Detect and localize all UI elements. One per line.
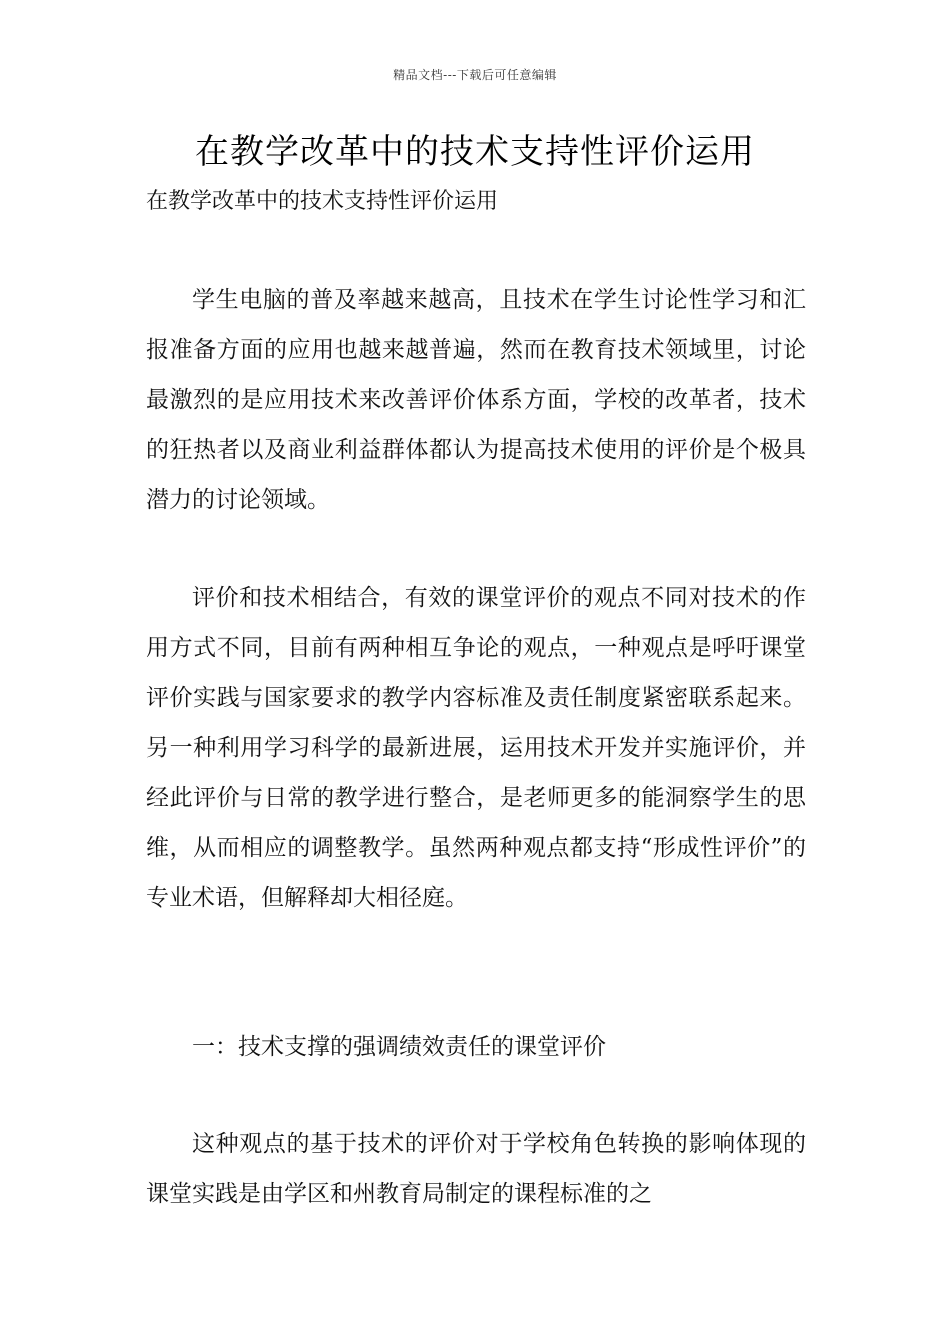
section-heading: 一：技术支撑的强调绩效责任的课堂评价 [192, 1034, 606, 1060]
body-paragraph-1: 学生电脑的普及率越来越高，且技术在学生讨论性学习和汇报准备方面的应用也越来越普遍，然而在教育技术领域里，讨论最激烈的是应用技术来改善评价体系方面，学校的改革者，技术的狂热者以及商业利益群体都认为提高技术使用的评价是个极具潜力的讨论领域。 [146, 287, 806, 513]
header-note: 精品文档---下载后可任意编辑 [393, 68, 557, 82]
body-paragraph-3: 这种观点的基于技术的评价对于学校角色转换的影响体现的课堂实践是由学区和州教育局制定的课程标准的之 [146, 1131, 806, 1207]
document-subtitle: 在教学改革中的技术支持性评价运用 [146, 189, 499, 214]
body-paragraph-2: 评价和技术相结合，有效的课堂评价的观点不同对技术的作用方式不同，目前有两种相互争论的观点，一种观点是呼吁课堂评价实践与国家要求的教学内容标准及责任制度紧密联系起来。另一种利用学习科学的最新进展，运用技术开发并实施评价，并经此评价与日常的教学进行整合，是老师更多的能洞察学生的思维，从而相应的调整教学。虽然两种观点都支持“形成性评价”的专业术语，但解释却大相径庭。 [146, 585, 806, 911]
document-title: 在教学改革中的技术支持性评价运用 [195, 132, 755, 172]
